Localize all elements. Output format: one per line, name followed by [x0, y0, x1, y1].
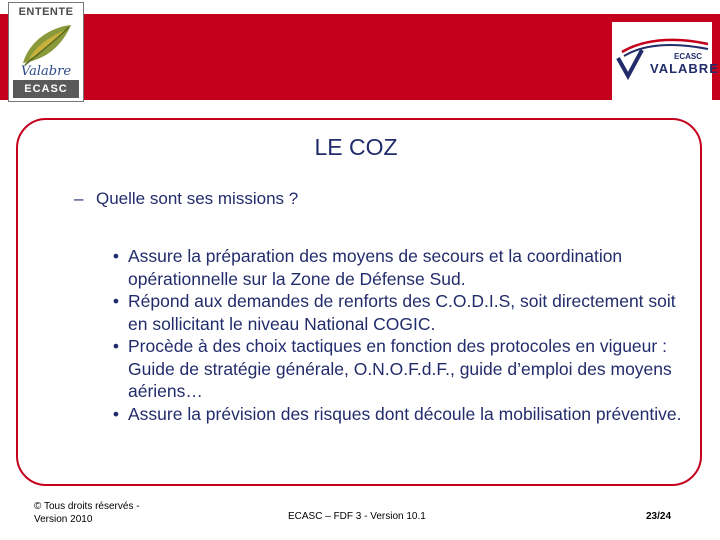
list-item-text: Répond aux demandes de renforts des C.O.D.I.S, soit directement soit en sollicitant le niveau National COGIC.: [128, 291, 676, 334]
list-item-text: Procède à des choix tactiques en fonction des protocoles en vigueur : Guide de stratégie générale, O.N.O.F.d.F., guide d’emploi des moyens aériens…: [128, 336, 672, 401]
question-dash: –: [74, 189, 84, 208]
page-number: 23/24: [646, 511, 672, 522]
list-item-text: Assure la prévision des risques dont découle la mobilisation préventive.: [128, 403, 682, 424]
list-item-text: Assure la préparation des moyens de secours et la coordination opérationnelle sur la Zone de Défense Sud.: [128, 246, 623, 289]
entente-valabre-logo: [8, 2, 84, 102]
footer-copyright: [34, 500, 184, 526]
logo-entente-text: ENTENTE: [18, 6, 74, 18]
list-item: [108, 290, 698, 335]
bullet-icon: •: [112, 403, 120, 424]
logo-ecasc-small-text: ECASC: [674, 52, 703, 61]
logo-ecasc-text: ECASC: [13, 80, 79, 98]
leaf-emblem-icon: [15, 19, 77, 79]
list-item: [108, 245, 698, 290]
footer-copyright-line1: © Tous droits réservés -: [34, 501, 140, 512]
footer-version: ECASC – FDF 3 - Version 10.1: [288, 511, 426, 522]
slide-title: [0, 132, 720, 162]
question-text: Quelle sont ses missions ?: [96, 189, 299, 208]
slide-title-text: LE COZ: [314, 134, 398, 160]
bullet-icon: •: [112, 336, 120, 356]
footer-copyright-line2: Version 2010: [34, 514, 93, 525]
list-item: [108, 403, 698, 426]
list-item: [108, 335, 698, 403]
question-line: [74, 186, 298, 212]
bullet-icon: •: [112, 291, 120, 311]
logo-valabre-text: VALABRE: [650, 61, 719, 76]
ecasc-valabre-logo: [612, 22, 719, 102]
bullet-icon: •: [112, 246, 120, 266]
logo-valabre-script: Valabre: [20, 64, 72, 79]
missions-list: [108, 245, 698, 425]
